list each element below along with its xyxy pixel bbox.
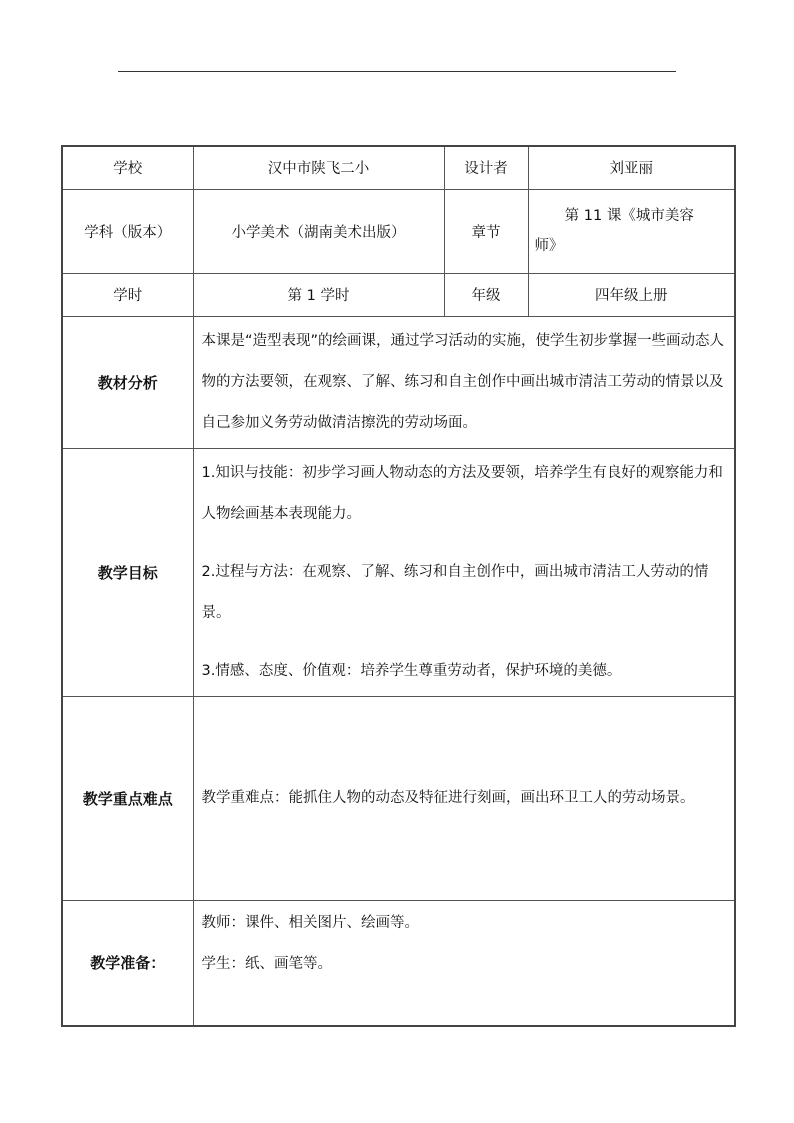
goal-item-attitude: 3.情感、态度、价值观：培养学生尊重劳动者，保护环境的美德。 — [201, 662, 622, 679]
row-period — [62, 273, 735, 316]
chapter-value-line2: 师》 — [534, 238, 564, 254]
chapter-value — [528, 189, 735, 273]
grade-label: 年级 — [444, 273, 528, 316]
period-label: 学时 — [62, 273, 193, 316]
row-keypoints — [62, 696, 735, 900]
row-analysis — [62, 316, 735, 448]
analysis-text: 本课是“造型表现”的绘画课，通过学习活动的实施，使学生初步掌握一些画动态人物的方法要领，在观察、了解、练习和自主创作中画出城市清洁工劳动的情景以及自己参加义务劳动做清洁擦洗的劳动场面。 — [201, 332, 725, 431]
preparation-content — [193, 900, 735, 1026]
goals-content — [193, 448, 735, 696]
keypoints-content — [193, 696, 735, 900]
goals-label: 教学目标 — [62, 448, 193, 696]
designer-label: 设计者 — [444, 146, 528, 189]
chapter-label: 章节 — [444, 189, 528, 273]
row-preparation — [62, 900, 735, 1026]
preparation-student: 学生：纸、画笔等。 — [201, 955, 332, 972]
subject-value: 小学美术（湖南美术出版） — [193, 189, 444, 273]
row-school — [62, 146, 735, 189]
chapter-value-line1: 第 11 课《城市美容 — [564, 208, 694, 224]
row-subject — [62, 189, 735, 273]
grade-value: 四年级上册 — [528, 273, 735, 316]
school-value: 汉中市陕飞二小 — [193, 146, 444, 189]
designer-value: 刘亚丽 — [528, 146, 735, 189]
preparation-label: 教学准备： — [62, 900, 193, 1026]
lesson-plan-table — [61, 145, 736, 1027]
keypoints-label: 教学重点难点 — [62, 696, 193, 900]
subject-label: 学科（版本） — [62, 189, 193, 273]
header-rule — [118, 71, 676, 72]
goal-item-knowledge: 1.知识与技能：初步学习画人物动态的方法及要领，培养学生有良好的观察能力和人物绘画基本表现能力。 — [201, 464, 723, 522]
school-label: 学校 — [62, 146, 193, 189]
preparation-teacher: 教师：课件、相关图片、绘画等。 — [201, 914, 419, 931]
goal-item-process: 2.过程与方法：在观察、了解、练习和自主创作中，画出城市清洁工人劳动的情景。 — [201, 563, 709, 621]
analysis-content — [193, 316, 735, 448]
keypoints-text: 教学重难点：能抓住人物的动态及特征进行刻画，画出环卫工人的劳动场景。 — [201, 789, 695, 806]
row-goals — [62, 448, 735, 696]
analysis-label: 教材分析 — [62, 316, 193, 448]
period-value: 第 1 学时 — [193, 273, 444, 316]
